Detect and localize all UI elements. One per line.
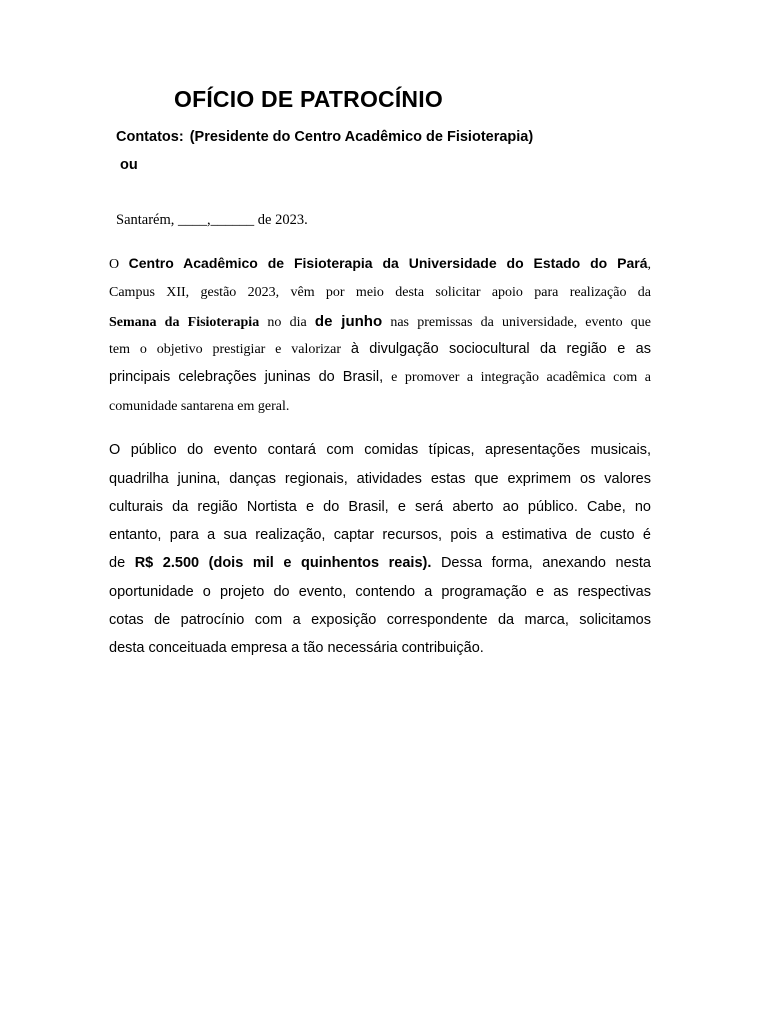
paragraph-2-line: desta conceituada empresa a tão necessária contribuição. (109, 640, 484, 656)
contacts-line (116, 129, 533, 145)
paragraph-2-line: entanto, para a sua realização, captar recursos, pois a estimativa de custo é (109, 527, 651, 543)
paragraph-1-line: Campus XII, gestão 2023, vêm por meio desta solicitar apoio para realização da (109, 285, 651, 300)
paragraph-2-line: de R$ 2.500 (dois mil e quinhentos reais). Dessa forma, anexando nesta (109, 555, 651, 571)
paragraph-1-line: principais celebrações juninas do Brasil, e promover a integração acadêmica com a (109, 369, 651, 385)
contacts-colon: : (178, 129, 184, 145)
document-title: OFÍCIO DE PATROCÍNIO (174, 86, 443, 112)
paragraph-1-line: tem o objetivo prestigiar e valorizar à divulgação sociocultural da região e as (109, 341, 651, 357)
paragraph-2-line: oportunidade o projeto do evento, contendo a programação e as respectivas (109, 584, 651, 600)
paragraph-2-line: quadrilha junina, danças regionais, atividades estas que exprimem os valores (109, 471, 651, 487)
contacts-value: (Presidente do Centro Acadêmico de Fisioterapia) (189, 129, 534, 145)
paragraph-1-line: comunidade santarena em geral. (109, 399, 290, 414)
paragraph-1-line: Semana da Fisioterapia no dia de junho nas premissas da universidade, evento que (109, 313, 652, 330)
paragraph-2-line: culturais da região Nortista e do Brasil, e será aberto ao público. Cabe, no (109, 499, 651, 515)
paragraph-1-line: O Centro Acadêmico de Fisioterapia da Universidade do Estado do Pará, (109, 255, 651, 272)
cost-amount: R$ 2.500 (dois mil e quinhentos reais). (134, 555, 432, 571)
paragraph-2-line: O público do evento contará com comidas típicas, apresentações musicais, (109, 442, 651, 458)
contacts-or: ou (120, 157, 138, 173)
date-line: Santarém, ____,______ de 2023. (116, 212, 308, 228)
contacts-label: Contatos (116, 129, 179, 145)
paragraph-2-line: cotas de patrocínio com a exposição correspondente da marca, solicitamos (109, 612, 651, 628)
